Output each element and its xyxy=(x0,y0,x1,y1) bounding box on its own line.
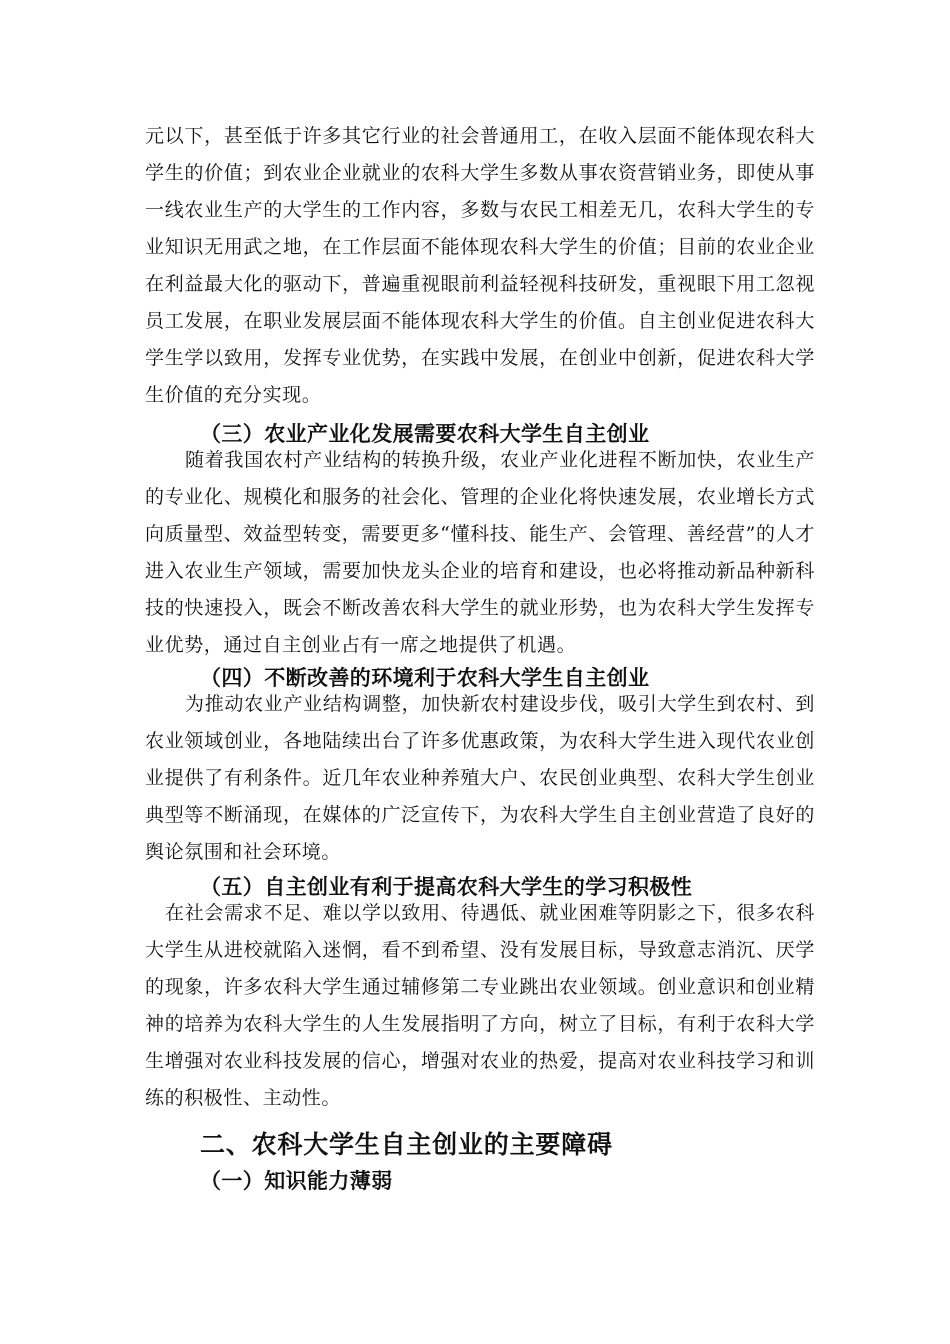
heading-knowledge-ability: （一）知识能力薄弱 xyxy=(200,1168,393,1193)
heading-industrialization: （三）农业产业化发展需要农科大学生自主创业 xyxy=(200,421,650,446)
paragraph-industrialization: 随着我国农村产业结构的转换升级，农业产业化进程不断加快，农业生产的专业化、规模化和服务的社会化、管理的企业化将快速发展，农业增长方式向质量型、效益型转变，需要更多“懂科技、能生产、会管理、善经营”的人才进入农业生产领域，需要加快龙头企业的培育和建设，也必将推动新品种新科技的快速投入，既会不断改善农科大学生的就业形势，也为农科大学生发挥专业优势，通过自主创业占有一席之地提供了机遇。 xyxy=(145,449,815,656)
heading-environment: （四）不断改善的环境利于农科大学生自主创业 xyxy=(200,665,650,690)
paragraph-environment: 为推动农业产业结构调整，加快新农村建设步伐，吸引大学生到农村、到农业领域创业，各地陆续出台了许多优惠政策，为农科大学生进入现代农业创业提供了有利条件。近几年农业种养殖大户、农民创业典型、农科大学生创业典型等不断涌现，在媒体的广泛宣传下，为农科大学生自主创业营造了良好的舆论氛围和社会环境。 xyxy=(145,693,815,863)
paragraph-income-value: 元以下，甚至低于许多其它行业的社会普通用工，在收入层面不能体现农科大学生的价值；到农业企业就业的农科大学生多数从事农资营销业务，即使从事一线农业生产的大学生的工作内容，多数与农民工相差无几，农科大学生的专业知识无用武之地，在工作层面不能体现农科大学生的价值；目前的农业企业在利益最大化的驱动下，普遍重视眼前利益轻视科技研发，重视眼下用工忽视员工发展，在职业发展层面不能体现农科大学生的价值。自主创业促进农科大学生学以致用，发挥专业优势，在实践中发展，在创业中创新，促进农科大学生价值的充分实现。 xyxy=(145,125,815,406)
section-heading-obstacles: 二、农科大学生自主创业的主要障碍 xyxy=(200,1130,613,1159)
heading-learning-motivation: （五）自主创业有利于提高农科大学生的学习积极性 xyxy=(200,874,693,899)
paragraph-learning-motivation: 在社会需求不足、难以学以致用、待遇低、就业困难等阴影之下，很多农科大学生从进校就陷入迷惘，看不到希望、没有发展目标，导致意志消沉、厌学的现象，许多农科大学生通过辅修第二专业跳出农业领域。创业意识和创业精神的培养为农科大学生的人生发展指明了方向，树立了目标，有利于农科大学生增强对农业科技发展的信心，增强对农业的热爱，提高对农业科技学习和训练的积极性、主动性。 xyxy=(145,902,815,1109)
